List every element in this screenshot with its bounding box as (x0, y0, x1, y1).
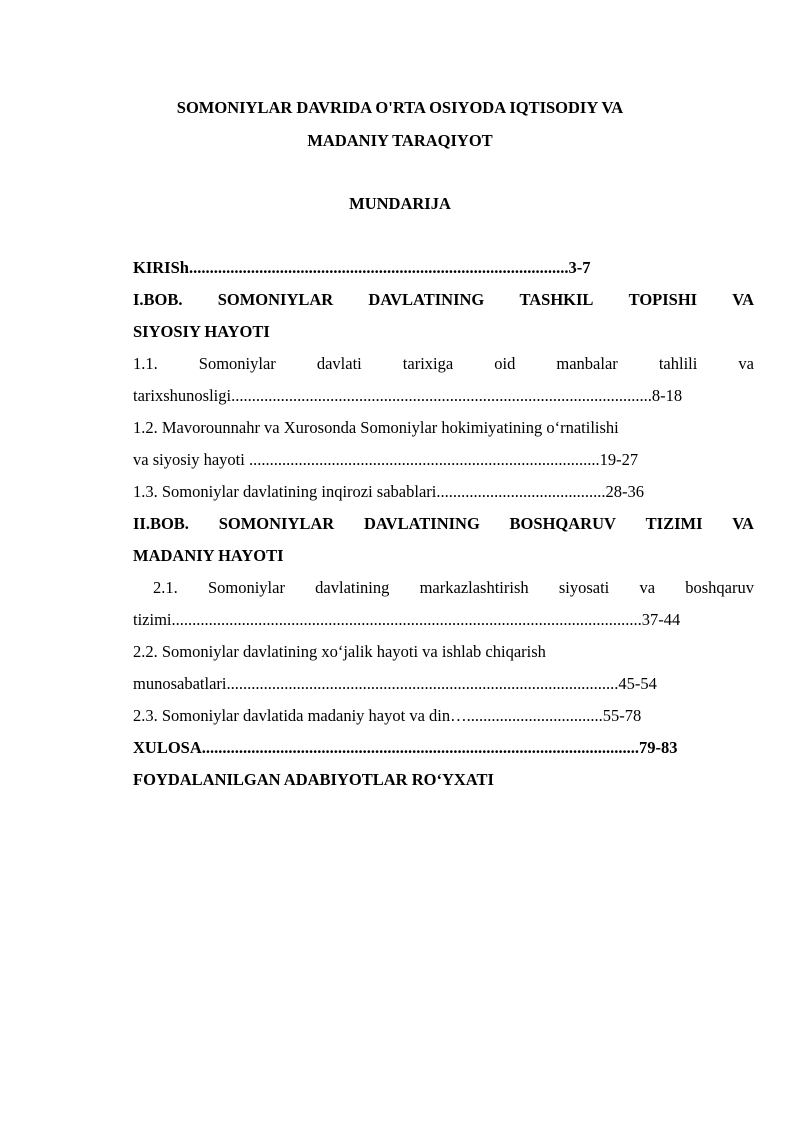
toc-label: tizimi (133, 610, 172, 629)
toc-leader-dots: .......................................................................................................... (201, 738, 640, 757)
toc-word: TIZIMI (645, 514, 703, 533)
contents-heading: MUNDARIJA (349, 194, 451, 213)
toc-page-range: 8-18 (651, 386, 683, 405)
toc-page-range: 37-44 (641, 610, 681, 629)
toc-word: manbalar (556, 354, 618, 373)
toc-word: davlatining (315, 578, 390, 597)
toc-word: SOMONIYLAR (218, 514, 335, 533)
toc-leader-dots: ............................................................................................ (188, 258, 569, 277)
toc-page-range: 28-36 (605, 482, 644, 501)
toc-section-1-2-line-2[interactable] (133, 444, 754, 476)
toc-section-2-3[interactable] (133, 700, 754, 732)
toc-section-2-2-line-2[interactable] (133, 668, 754, 700)
toc-section-1-1-line-1[interactable] (133, 348, 754, 380)
toc-page-range: 45-54 (618, 674, 657, 693)
toc-word: boshqaruv (685, 578, 754, 597)
toc-leader-dots: ............................................................................................... (226, 674, 619, 693)
toc-word: I.BOB. (133, 290, 183, 309)
toc-word: TOPISHI (628, 290, 698, 309)
toc-section-1-2-line-1[interactable]: 1.2. Mavorounnahr va Xurosonda Somoniylar hokimiyatining oʻrnatilishi (133, 418, 619, 437)
toc-section-1-1-line-2[interactable] (133, 380, 754, 412)
toc-word: BOSHQARUV (509, 514, 616, 533)
toc-word: markazlashtirish (419, 578, 529, 597)
toc-label: munosabatlari (133, 674, 227, 693)
table-of-contents (133, 252, 754, 796)
toc-word: oid (494, 354, 516, 373)
toc-page-range: 55-78 (602, 706, 642, 725)
toc-word: VA (732, 514, 754, 533)
toc-label: tarixshunosligi (133, 386, 232, 405)
toc-word: 1.1. (133, 354, 158, 373)
toc-label: va siyosiy hayoti (133, 450, 249, 469)
toc-word: Somoniylar (207, 578, 285, 597)
toc-section-1-3[interactable] (133, 476, 754, 508)
toc-word: II.BOB. (133, 514, 189, 533)
toc-label: 1.3. Somoniylar davlatining inqirozi sabablari (133, 482, 437, 501)
toc-word: tarixiga (402, 354, 454, 373)
toc-entry-xulosa[interactable] (133, 732, 754, 764)
toc-word: Somoniylar (198, 354, 276, 373)
toc-label: 2.3. Somoniylar davlatida madaniy hayot va din… (133, 706, 467, 725)
toc-chapter-2-line-2[interactable]: MADANIY HAYOTI (133, 546, 284, 565)
toc-word: davlati (316, 354, 362, 373)
toc-word: siyosati (558, 578, 610, 597)
title-line-1: SOMONIYLAR DAVRIDA O'RTA OSIYODA IQTISODIY VA (176, 98, 624, 117)
toc-leader-dots: .................................................................................................................. (171, 610, 642, 629)
toc-word: va (738, 354, 754, 373)
toc-leader-dots: ...................................................................................................... (231, 386, 652, 405)
toc-page-range: 79-83 (639, 738, 678, 757)
toc-word: DAVLATINING (368, 290, 485, 309)
toc-leader-dots: ..................................................................................... (248, 450, 600, 469)
title-line-2: MADANIY TARAQIYOT (307, 131, 493, 150)
toc-section-2-1-line-2[interactable] (133, 604, 754, 636)
toc-word: DAVLATINING (363, 514, 480, 533)
toc-entry-kirish[interactable] (133, 252, 754, 284)
toc-word: 2.1. (153, 578, 178, 597)
toc-page-range: 3-7 (568, 258, 591, 277)
toc-word: tahlili (658, 354, 698, 373)
toc-word: VA (732, 290, 754, 309)
toc-word: TASHKIL (519, 290, 594, 309)
toc-section-2-2-line-1[interactable]: 2.2. Somoniylar davlatining xoʻjalik hayoti va ishlab chiqarish (133, 642, 546, 661)
toc-leader-dots: ................................. (466, 706, 603, 725)
toc-leader-dots: ......................................... (436, 482, 606, 501)
toc-word: va (639, 578, 656, 597)
toc-word: SOMONIYLAR (217, 290, 334, 309)
toc-entry-references[interactable]: FOYDALANILGAN ADABIYOTLAR ROʻYXATI (133, 770, 494, 789)
toc-page-range: 19-27 (599, 450, 639, 469)
toc-chapter-1-line-2[interactable]: SIYOSIY HAYOTI (133, 322, 270, 341)
toc-section-2-1-line-1[interactable] (133, 572, 754, 604)
toc-label: XULOSA (133, 738, 202, 757)
toc-label: KIRISh (133, 258, 189, 277)
document-title (0, 91, 800, 157)
toc-chapter-1-line-1[interactable] (133, 284, 754, 316)
toc-chapter-2-line-1[interactable] (133, 508, 754, 540)
